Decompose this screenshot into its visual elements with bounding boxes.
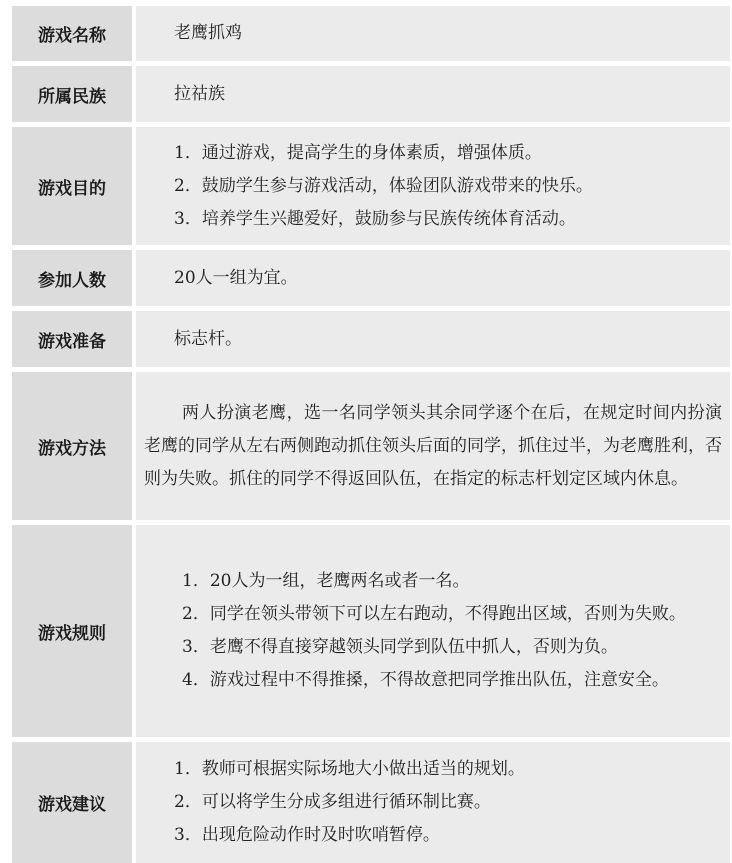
- row-value: [136, 6, 730, 61]
- table-row: [12, 311, 730, 367]
- table-row: [12, 66, 730, 122]
- game-info-table: [12, 6, 730, 863]
- list-item: 2．可以将学生分成多组进行循环制比赛。: [174, 792, 491, 812]
- row-label: 游戏目的: [12, 127, 132, 245]
- list-item: 3．老鹰不得直接穿越领头同学到队伍中抓人，否则为负。: [182, 637, 618, 657]
- row-label: 所属民族: [12, 66, 132, 122]
- row-label: 参加人数: [12, 250, 132, 306]
- row-value: [136, 127, 730, 245]
- list-item: 1．教师可根据实际场地大小做出适当的规划。: [174, 759, 525, 779]
- table-row: [12, 372, 730, 520]
- method-paragraph: 两人扮演老鹰，选一名同学领头其余同学逐个在后，在规定时间内扮演老鹰的同学从左右两侧跑动抓住领头后面的同学，抓住过半，为老鹰胜利，否则为失败。抓住的同学不得返回队伍，在指定的标志杆划定区域内休息。: [144, 402, 722, 489]
- participants-text: 20人一组为宜。: [174, 267, 298, 288]
- list-item: 3．出现危险动作时及时吹哨暂停。: [174, 825, 440, 845]
- row-value: [136, 311, 730, 367]
- preparation-text: 标志杆。: [174, 328, 242, 349]
- row-value: [136, 66, 730, 122]
- row-label: 游戏规则: [12, 525, 132, 737]
- table-row: [12, 127, 730, 245]
- list-item: 2．鼓励学生参与游戏活动，体验团队游戏带来的快乐。: [174, 175, 593, 196]
- row-value: [136, 742, 730, 863]
- game-name-text: 老鹰抓鸡: [174, 23, 242, 43]
- row-label: 游戏建议: [12, 742, 132, 863]
- list-item: 4．游戏过程中不得推搡，不得故意把同学推出队伍，注意安全。: [182, 670, 669, 690]
- row-label: 游戏名称: [12, 6, 132, 61]
- list-item: 2．同学在领头带领下可以左右跑动，不得跑出区域，否则为失败。: [182, 604, 686, 624]
- ethnic-group-text: 拉祜族: [174, 83, 225, 104]
- row-value: [136, 372, 730, 520]
- list-item: 1．20人为一组，老鹰两名或者一名。: [182, 571, 470, 591]
- table-row: [12, 250, 730, 306]
- row-label: 游戏方法: [12, 372, 132, 520]
- row-label: 游戏准备: [12, 311, 132, 367]
- table-row: [12, 525, 730, 737]
- table-row: [12, 6, 730, 61]
- row-value: [136, 250, 730, 306]
- row-value: [136, 525, 730, 737]
- list-item: 3．培养学生兴趣爱好，鼓励参与民族传统体育活动。: [174, 208, 576, 229]
- table-row: [12, 742, 730, 863]
- list-item: 1．通过游戏，提高学生的身体素质，增强体质。: [174, 142, 542, 163]
